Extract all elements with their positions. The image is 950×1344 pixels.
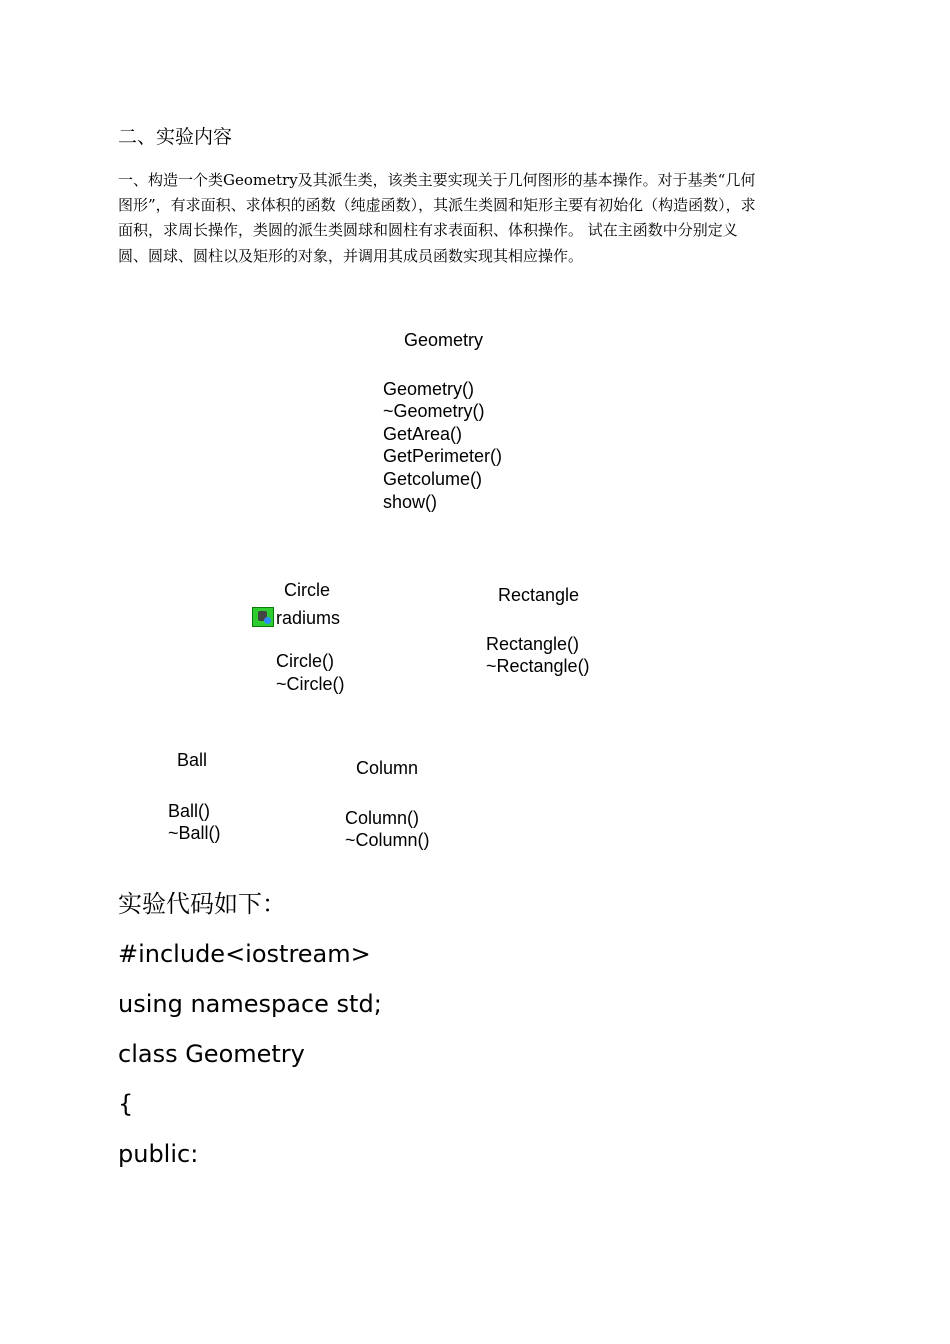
method: show() bbox=[383, 491, 438, 512]
method: ~Circle() bbox=[276, 673, 345, 694]
class-column bbox=[345, 757, 430, 852]
code-line: using namespace std; bbox=[118, 990, 382, 1018]
attribute-lock-icon bbox=[252, 607, 274, 627]
method: Ball() bbox=[168, 800, 211, 821]
method: ~Rectangle() bbox=[486, 656, 590, 677]
method: Geometry() bbox=[383, 378, 475, 399]
code-listing bbox=[118, 936, 382, 1186]
method: Column() bbox=[345, 807, 420, 828]
code-title: 实验代码如下： bbox=[118, 890, 286, 918]
class-name-rectangle: Rectangle bbox=[498, 585, 580, 605]
class-name-column: Column bbox=[356, 758, 419, 778]
method: GetPerimeter() bbox=[383, 446, 503, 467]
attribute-row bbox=[252, 607, 345, 630]
method: Circle() bbox=[276, 651, 334, 672]
method: ~Ball() bbox=[168, 823, 221, 844]
code-line: class Geometry bbox=[118, 1040, 305, 1068]
method: Getcolume() bbox=[383, 468, 483, 489]
attribute-radiums: radiums bbox=[276, 607, 341, 628]
section-heading: 二、实验内容 bbox=[118, 126, 233, 148]
class-rectangle bbox=[486, 584, 590, 678]
class-name-geometry: Geometry bbox=[404, 330, 484, 350]
class-name-ball: Ball bbox=[177, 750, 208, 770]
code-line: #include<iostream> bbox=[118, 940, 371, 968]
code-line: { bbox=[118, 1090, 134, 1118]
class-ball bbox=[168, 749, 221, 845]
task-description: 一、构造一个类Geometry及其派生类，该类主要实现关于几何图形的基本操作。对于基类“几何图形”，有求面积、求体积的函数（纯虚函数），其派生类圆和矩形主要有初始化（构造函数），求面积，求周长操作，类圆的派生类圆球和圆柱有求表面积、体积操作。 试在主函数中分别定义圆、圆球、圆柱以及矩形的对象，并调用其成员函数实现其相应操作。 bbox=[118, 171, 756, 265]
class-geometry bbox=[383, 329, 502, 513]
method: ~Column() bbox=[345, 830, 430, 851]
method: ~Geometry() bbox=[383, 401, 485, 422]
code-line: public: bbox=[118, 1140, 199, 1168]
method: GetArea() bbox=[383, 423, 463, 444]
class-circle bbox=[252, 579, 345, 695]
method: Rectangle() bbox=[486, 633, 580, 654]
class-name-circle: Circle bbox=[284, 580, 331, 600]
